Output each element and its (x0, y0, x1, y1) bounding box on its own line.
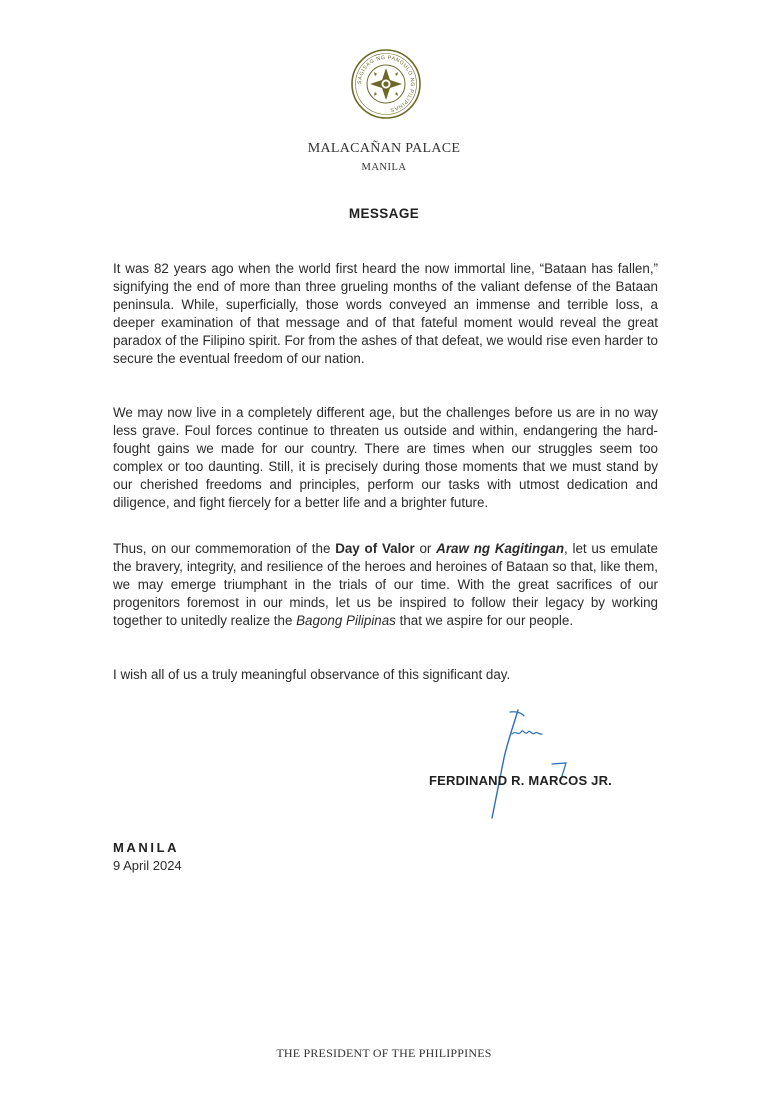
day-of-valor-phrase: Day of Valor (335, 541, 415, 556)
closing-date: 9 April 2024 (113, 858, 182, 873)
paragraph-3-text-c: that we aspire for our people. (395, 613, 574, 629)
presidential-seal (350, 48, 422, 120)
palace-city: MANILA (361, 162, 407, 173)
document-title: MESSAGE (348, 206, 420, 221)
araw-ng-kagitingan-phrase: Araw ng Kagitingan (436, 541, 565, 556)
closing-place: MANILA (113, 840, 180, 855)
paragraph-3-or: or (414, 541, 437, 556)
palace-name: MALACAÑAN PALACE (307, 141, 461, 156)
paragraph-3-text-b: , let us emulate the bravery, integrity, and resilience of the heroes and heroines of Bataan so that, like them, we may emerge triumphant in the trials of our time. With the great sacrifices of our progenitors foremost in our minds, let us be inspired to follow their legacy by working together to unitedly realize the (113, 541, 658, 629)
footer-title: THE PRESIDENT OF THE PHILIPPINES (276, 1046, 492, 1060)
bagong-pilipinas-phrase: Bagong Pilipinas (296, 613, 396, 629)
paragraph-4: I wish all of us a truly meaningful observance of this significant day. (113, 667, 511, 682)
handwritten-signature (470, 706, 570, 826)
paragraph-3-text-a: Thus, on our commemoration of the (113, 541, 336, 556)
paragraph-3 (113, 540, 658, 630)
paragraph-2: We may now live in a completely different age, but the challenges before us are in no way less grave. Foul forces continue to threaten us outside and within, endangering the hard-fought gains we made for our country. There are times when our struggles seem too complex or too daunting. Still, it is precisely during those moments that we must stand by our cherished freedoms and principles, perform our tasks with utmost dedication and diligence, and fight fiercely for a better life and a brighter future. (113, 405, 658, 511)
seal-ring-text: SAGISAG NG PANGULO NG PILIPINAS (356, 54, 416, 113)
paragraph-1: It was 82 years ago when the world first heard the now immortal line, “Bataan has fallen,” signifying the end of more than three grueling months of the valiant defense of the Bataan peninsula. While, superficially, those words conveyed an immense and terrible loss, a deeper examination of that message and of that fateful moment would reveal the great paradox of the Filipino spirit. For from the ashes of that defeat, we would rise even harder to secure the eventual freedom of our nation. (113, 261, 658, 367)
signatory-name: FERDINAND R. MARCOS JR. (429, 773, 612, 788)
